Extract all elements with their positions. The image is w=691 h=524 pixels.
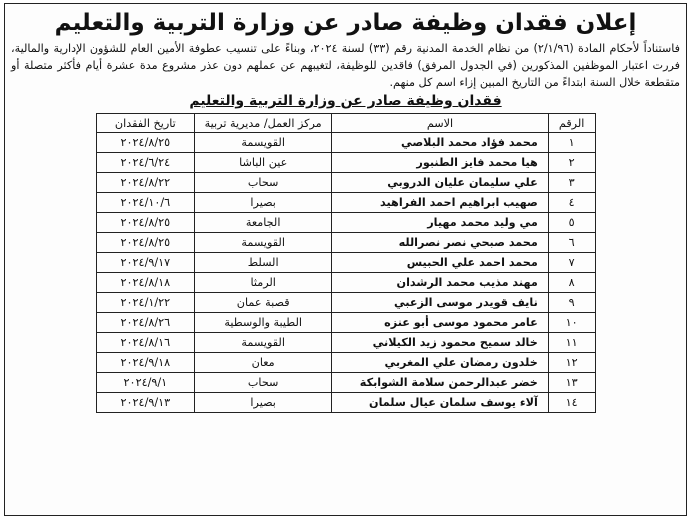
row-loss-date: ٢٠٢٤/٩/١٨ (96, 353, 195, 373)
row-workplace: بصيرا (195, 393, 332, 413)
row-name: محمد احمد علي الحبيس (332, 253, 549, 273)
row-loss-date: ٢٠٢٤/٩/١٧ (96, 253, 195, 273)
row-workplace: سحاب (195, 173, 332, 193)
row-number: ٣ (548, 173, 595, 193)
row-number: ٨ (548, 273, 595, 293)
table-row (96, 313, 595, 333)
row-workplace: قصبة عمان (195, 293, 332, 313)
row-number: ٥ (548, 213, 595, 233)
table-row (96, 293, 595, 313)
row-number: ٧ (548, 253, 595, 273)
row-workplace: عين الباشا (195, 153, 332, 173)
table-row (96, 273, 595, 293)
row-number: ١ (548, 133, 595, 153)
row-workplace: الطيبة والوسطية (195, 313, 332, 333)
employees-table (96, 113, 596, 413)
row-name: عامر محمود موسى أبو عنزه (332, 313, 549, 333)
table-header-row (96, 114, 595, 133)
announcement-paragraph: فاستناداً لأحكام المادة (٢/١/٩٦) من نظام الخدمة المدنية رقم (٣٣) لسنة ٢٠٢٤، وبناءً على تنسيب عطوفة الأمين العام للشؤون الإدارية والمالية، فررت اعتبار الموظفين المذكورين (في الجدول المرفق) فاقدين للوظيفة، لتغيبهم عن عملهم دون عذر مشروع مدة عشرة أيام فأكثر متصلة أو متقطعة خلال السنة ابتداءً من التاريخ المبين إزاء اسم كل منهم. (11, 42, 681, 89)
row-loss-date: ٢٠٢٤/٨/٢٢ (96, 173, 195, 193)
row-loss-date: ٢٠٢٤/٨/١٦ (96, 333, 195, 353)
announcement-headline: إعلان فقدان وظيفة صادر عن وزارة التربية والتعليم (54, 10, 637, 36)
row-name: نايف قويدر موسى الزعبي (332, 293, 549, 313)
row-name: علي سليمان عليان الدروبي (332, 173, 549, 193)
announcement-page (4, 3, 687, 516)
row-workplace: الرمثا (195, 273, 332, 293)
row-name: هيا محمد فايز الطنبور (332, 153, 549, 173)
row-name: صهيب ابراهيم احمد الفراهيد (332, 193, 549, 213)
row-workplace: بصيرا (195, 193, 332, 213)
table-row (96, 213, 595, 233)
row-workplace: القويسمة (195, 233, 332, 253)
row-number: ٩ (548, 293, 595, 313)
table-body (96, 133, 595, 413)
row-name: خضر عبدالرحمن سلامة الشوابكة (332, 373, 549, 393)
row-workplace: القويسمة (195, 133, 332, 153)
row-number: ٢ (548, 153, 595, 173)
row-loss-date: ٢٠٢٤/١/٢٢ (96, 293, 195, 313)
row-number: ١٢ (548, 353, 595, 373)
table-row (96, 353, 595, 373)
row-loss-date: ٢٠٢٤/٩/١٣ (96, 393, 195, 413)
row-name: خالد سميح محمود زيد الكيلاني (332, 333, 549, 353)
table-title: فقدان وظيفة صادر عن وزارة التربية والتعليم (189, 93, 502, 109)
row-name: آلاء يوسف سلمان عيال سلمان (332, 393, 549, 413)
row-number: ١١ (548, 333, 595, 353)
row-workplace: السلط (195, 253, 332, 273)
table-row (96, 233, 595, 253)
row-number: ١٠ (548, 313, 595, 333)
row-number: ١٤ (548, 393, 595, 413)
table-row (96, 373, 595, 393)
row-loss-date: ٢٠٢٤/٨/٢٥ (96, 233, 195, 253)
row-number: ٤ (548, 193, 595, 213)
row-workplace: الجامعة (195, 213, 332, 233)
table-row (96, 393, 595, 413)
row-name: محمد صبحي نصر نصرالله (332, 233, 549, 253)
header-loss-date: تاريخ الفقدان (96, 114, 195, 133)
row-loss-date: ٢٠٢٤/٨/٢٥ (96, 133, 195, 153)
table-row (96, 153, 595, 173)
row-loss-date: ٢٠٢٤/٩/١ (96, 373, 195, 393)
row-workplace: القويسمة (195, 333, 332, 353)
row-loss-date: ٢٠٢٤/٨/١٨ (96, 273, 195, 293)
row-workplace: معان (195, 353, 332, 373)
row-loss-date: ٢٠٢٤/٨/٢٦ (96, 313, 195, 333)
row-loss-date: ٢٠٢٤/٨/٢٥ (96, 213, 195, 233)
table-row (96, 173, 595, 193)
header-workplace: مركز العمل/ مديرية تربية (195, 114, 332, 133)
table-row (96, 193, 595, 213)
row-name: محمد فؤاد محمد البلاصي (332, 133, 549, 153)
table-row (96, 253, 595, 273)
row-name: مي وليد محمد مهيار (332, 213, 549, 233)
table-row (96, 133, 595, 153)
row-number: ٦ (548, 233, 595, 253)
row-number: ١٣ (548, 373, 595, 393)
header-name: الاسم (332, 114, 549, 133)
header-number: الرقم (548, 114, 595, 133)
table-row (96, 333, 595, 353)
row-name: مهند مذيب محمد الرشدان (332, 273, 549, 293)
row-loss-date: ٢٠٢٤/١٠/٦ (96, 193, 195, 213)
row-workplace: سحاب (195, 373, 332, 393)
row-loss-date: ٢٠٢٤/٦/٢٤ (96, 153, 195, 173)
row-name: خلدون رمضان علي المغربي (332, 353, 549, 373)
